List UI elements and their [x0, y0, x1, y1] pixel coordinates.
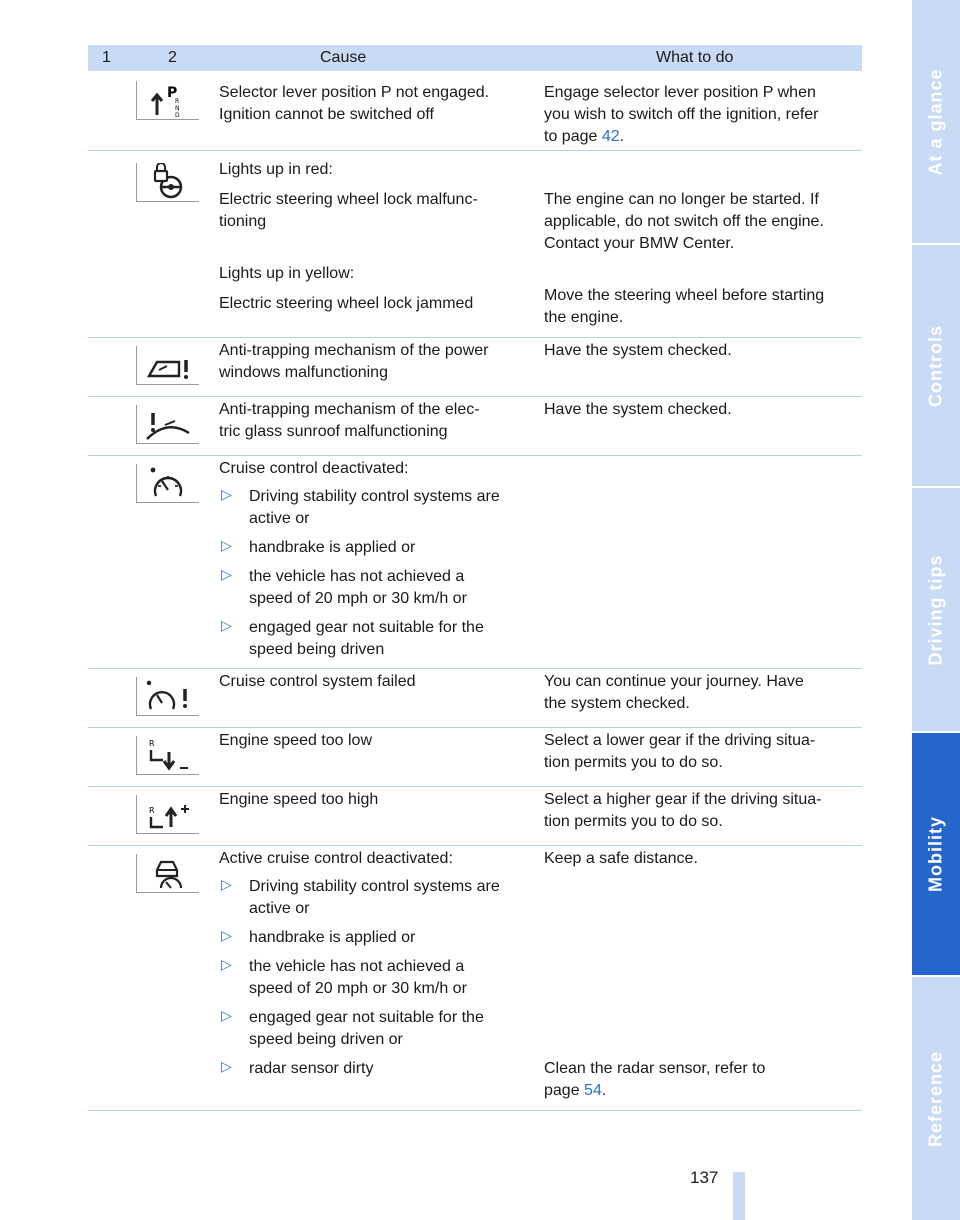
svg-text:R: R [149, 739, 155, 748]
todo-text: Have the system checked. [544, 342, 732, 359]
svg-text:D: D [175, 112, 180, 119]
bullet-text: active or [249, 510, 310, 527]
header-what-to-do: What to do [656, 49, 734, 66]
cause-text: Active cruise control deactivated: [219, 850, 453, 867]
cause-cell [219, 340, 531, 384]
todo-cell [544, 340, 856, 362]
todo-text-span: page [544, 1082, 580, 1099]
todo-cell [544, 789, 856, 833]
cause-text: Electric steering wheel lock malfunc- [219, 191, 478, 208]
shift-up-icon [136, 795, 199, 834]
cause-cell [219, 82, 531, 126]
tab-label: Driving tips [925, 553, 946, 666]
bullet-item [219, 537, 531, 559]
tab-at-a-glance[interactable] [912, 0, 960, 243]
tab-label: Controls [925, 324, 946, 407]
cause-cell [219, 671, 531, 693]
tab-driving-tips[interactable] [912, 488, 960, 731]
cause-text: Engine speed too high [219, 791, 379, 808]
bullet-text: the vehicle has not achieved a [249, 958, 465, 975]
bullet-text: speed being driven or [249, 1031, 403, 1048]
cruise-control-failed-icon [136, 677, 199, 716]
table-row [88, 787, 862, 846]
bullet-arrow-icon: ▷ [221, 566, 232, 582]
bullet-item [219, 566, 531, 610]
todo-cell [544, 82, 856, 148]
bullet-text: active or [249, 900, 310, 917]
tab-reference[interactable] [912, 977, 960, 1220]
bullet-item [219, 486, 531, 530]
bullet-arrow-icon: ▷ [221, 537, 232, 553]
svg-text:R: R [149, 806, 155, 815]
side-navigation [910, 0, 960, 1220]
bullet-arrow-icon: ▷ [221, 1007, 232, 1023]
todo-text: Move the steering wheel before starting [544, 287, 825, 304]
bullet-arrow-icon: ▷ [221, 876, 232, 892]
table-row [88, 846, 862, 1111]
todo-cell [544, 399, 856, 421]
todo-text: Engage selector lever position P when [544, 84, 816, 101]
svg-text:N: N [175, 105, 180, 112]
steering-wheel-lock-icon [136, 163, 199, 202]
todo-text: Clean the radar sensor, refer to [544, 1060, 766, 1077]
cruise-control-icon [136, 464, 199, 503]
cause-text: tioning [219, 213, 267, 230]
bullet-text: speed being driven [249, 641, 385, 658]
bullet-item [219, 876, 531, 920]
todo-text: the system checked. [544, 695, 690, 712]
todo-text [544, 126, 856, 148]
cause-cell [219, 848, 531, 1080]
todo-text: The engine can no longer be started. If [544, 191, 819, 208]
bullet-text: radar sensor dirty [249, 1060, 374, 1077]
table-row [88, 338, 862, 397]
todo-text: applicable, do not switch off the engine. [544, 213, 824, 230]
todo-cell [544, 1058, 856, 1102]
cause-text: windows malfunctioning [219, 364, 388, 381]
svg-text:P: P [167, 85, 178, 101]
cause-cell [219, 159, 531, 315]
power-window-warning-icon [136, 346, 199, 385]
warning-lights-table [88, 45, 862, 1111]
table-row [88, 669, 862, 728]
cause-text: Engine speed too low [219, 732, 372, 749]
bullet-item [219, 1007, 531, 1051]
cause-cell [219, 399, 531, 443]
active-cruise-control-icon [136, 854, 199, 893]
bullet-text: handbrake is applied or [249, 539, 416, 556]
bullet-text: speed of 20 mph or 30 km/h or [249, 590, 467, 607]
todo-text: the engine. [544, 309, 624, 326]
bullet-arrow-icon: ▷ [221, 927, 232, 943]
todo-text: Have the system checked. [544, 401, 732, 418]
bullet-item [219, 956, 531, 1000]
table-header [88, 45, 862, 71]
todo-text: tion permits you to do so. [544, 813, 723, 830]
cause-text: tric glass sunroof malfunctioning [219, 423, 448, 440]
todo-cell [544, 730, 856, 774]
todo-cell [544, 189, 856, 329]
todo-end: . [619, 128, 625, 145]
bullet-arrow-icon: ▷ [221, 956, 232, 972]
table-row [88, 397, 862, 456]
todo-text: Keep a safe distance. [544, 850, 698, 867]
todo-text: Select a lower gear if the driving situa- [544, 732, 816, 749]
cause-text: Anti-trapping mechanism of the elec- [219, 401, 480, 418]
bullet-item [219, 927, 531, 949]
shift-down-icon [136, 736, 199, 775]
selector-lever-p-icon [136, 81, 199, 120]
sunroof-warning-icon [136, 405, 199, 444]
header-col-2: 2 [168, 49, 177, 66]
tab-label: At a glance [925, 67, 946, 176]
todo-text: You can continue your journey. Have [544, 673, 804, 690]
page-number-bar [733, 1172, 745, 1220]
page-number: 137 [690, 1168, 719, 1187]
page-link[interactable]: 54 [584, 1082, 602, 1099]
bullet-text: engaged gear not suitable for the [249, 619, 484, 636]
todo-text [544, 1080, 856, 1102]
bullet-text: handbrake is applied or [249, 929, 416, 946]
svg-text:R: R [175, 98, 180, 105]
cause-text: Cruise control system failed [219, 673, 416, 690]
cause-text: Ignition cannot be switched off [219, 106, 434, 123]
tab-label: Mobility [925, 816, 946, 892]
table-row [88, 71, 862, 151]
cause-cell [219, 458, 531, 661]
bullet-arrow-icon: ▷ [221, 617, 232, 633]
red-label: Lights up in red: [219, 161, 333, 178]
cause-text: Cruise control deactivated: [219, 460, 409, 477]
cause-text: Anti-trapping mechanism of the power [219, 342, 489, 359]
tab-label: Reference [925, 1050, 946, 1147]
tab-controls[interactable] [912, 245, 960, 486]
header-col-1: 1 [102, 49, 111, 66]
cause-cell [219, 789, 531, 811]
todo-cell [544, 848, 856, 870]
page-link[interactable]: 42 [601, 128, 620, 145]
bullet-arrow-icon: ▷ [221, 486, 232, 502]
todo-end: . [601, 1082, 607, 1099]
bullet-item [219, 617, 531, 661]
todo-text: Contact your BMW Center. [544, 235, 735, 252]
bullet-arrow-icon: ▷ [221, 1058, 232, 1074]
todo-text: Select a higher gear if the driving situa- [544, 791, 822, 808]
bullet-text: engaged gear not suitable for the [249, 1009, 484, 1026]
todo-text: tion permits you to do so. [544, 754, 723, 771]
bullet-item [219, 1058, 531, 1080]
table-row [88, 728, 862, 787]
yellow-label: Lights up in yellow: [219, 265, 355, 282]
cause-text: Electric steering wheel lock jammed [219, 295, 474, 312]
todo-text: you wish to switch off the ignition, refer [544, 106, 819, 123]
tab-mobility[interactable] [912, 733, 960, 975]
bullet-text: Driving stability control systems are [249, 878, 500, 895]
cause-text: Selector lever position P not engaged. [219, 84, 490, 101]
todo-cell [544, 671, 856, 715]
bullet-text: Driving stability control systems are [249, 488, 500, 505]
todo-text-span: to page [544, 128, 598, 145]
table-row [88, 151, 862, 338]
cause-cell [219, 730, 531, 752]
bullet-text: speed of 20 mph or 30 km/h or [249, 980, 467, 997]
bullet-text: the vehicle has not achieved a [249, 568, 465, 585]
header-cause: Cause [320, 49, 367, 66]
table-row [88, 456, 862, 669]
